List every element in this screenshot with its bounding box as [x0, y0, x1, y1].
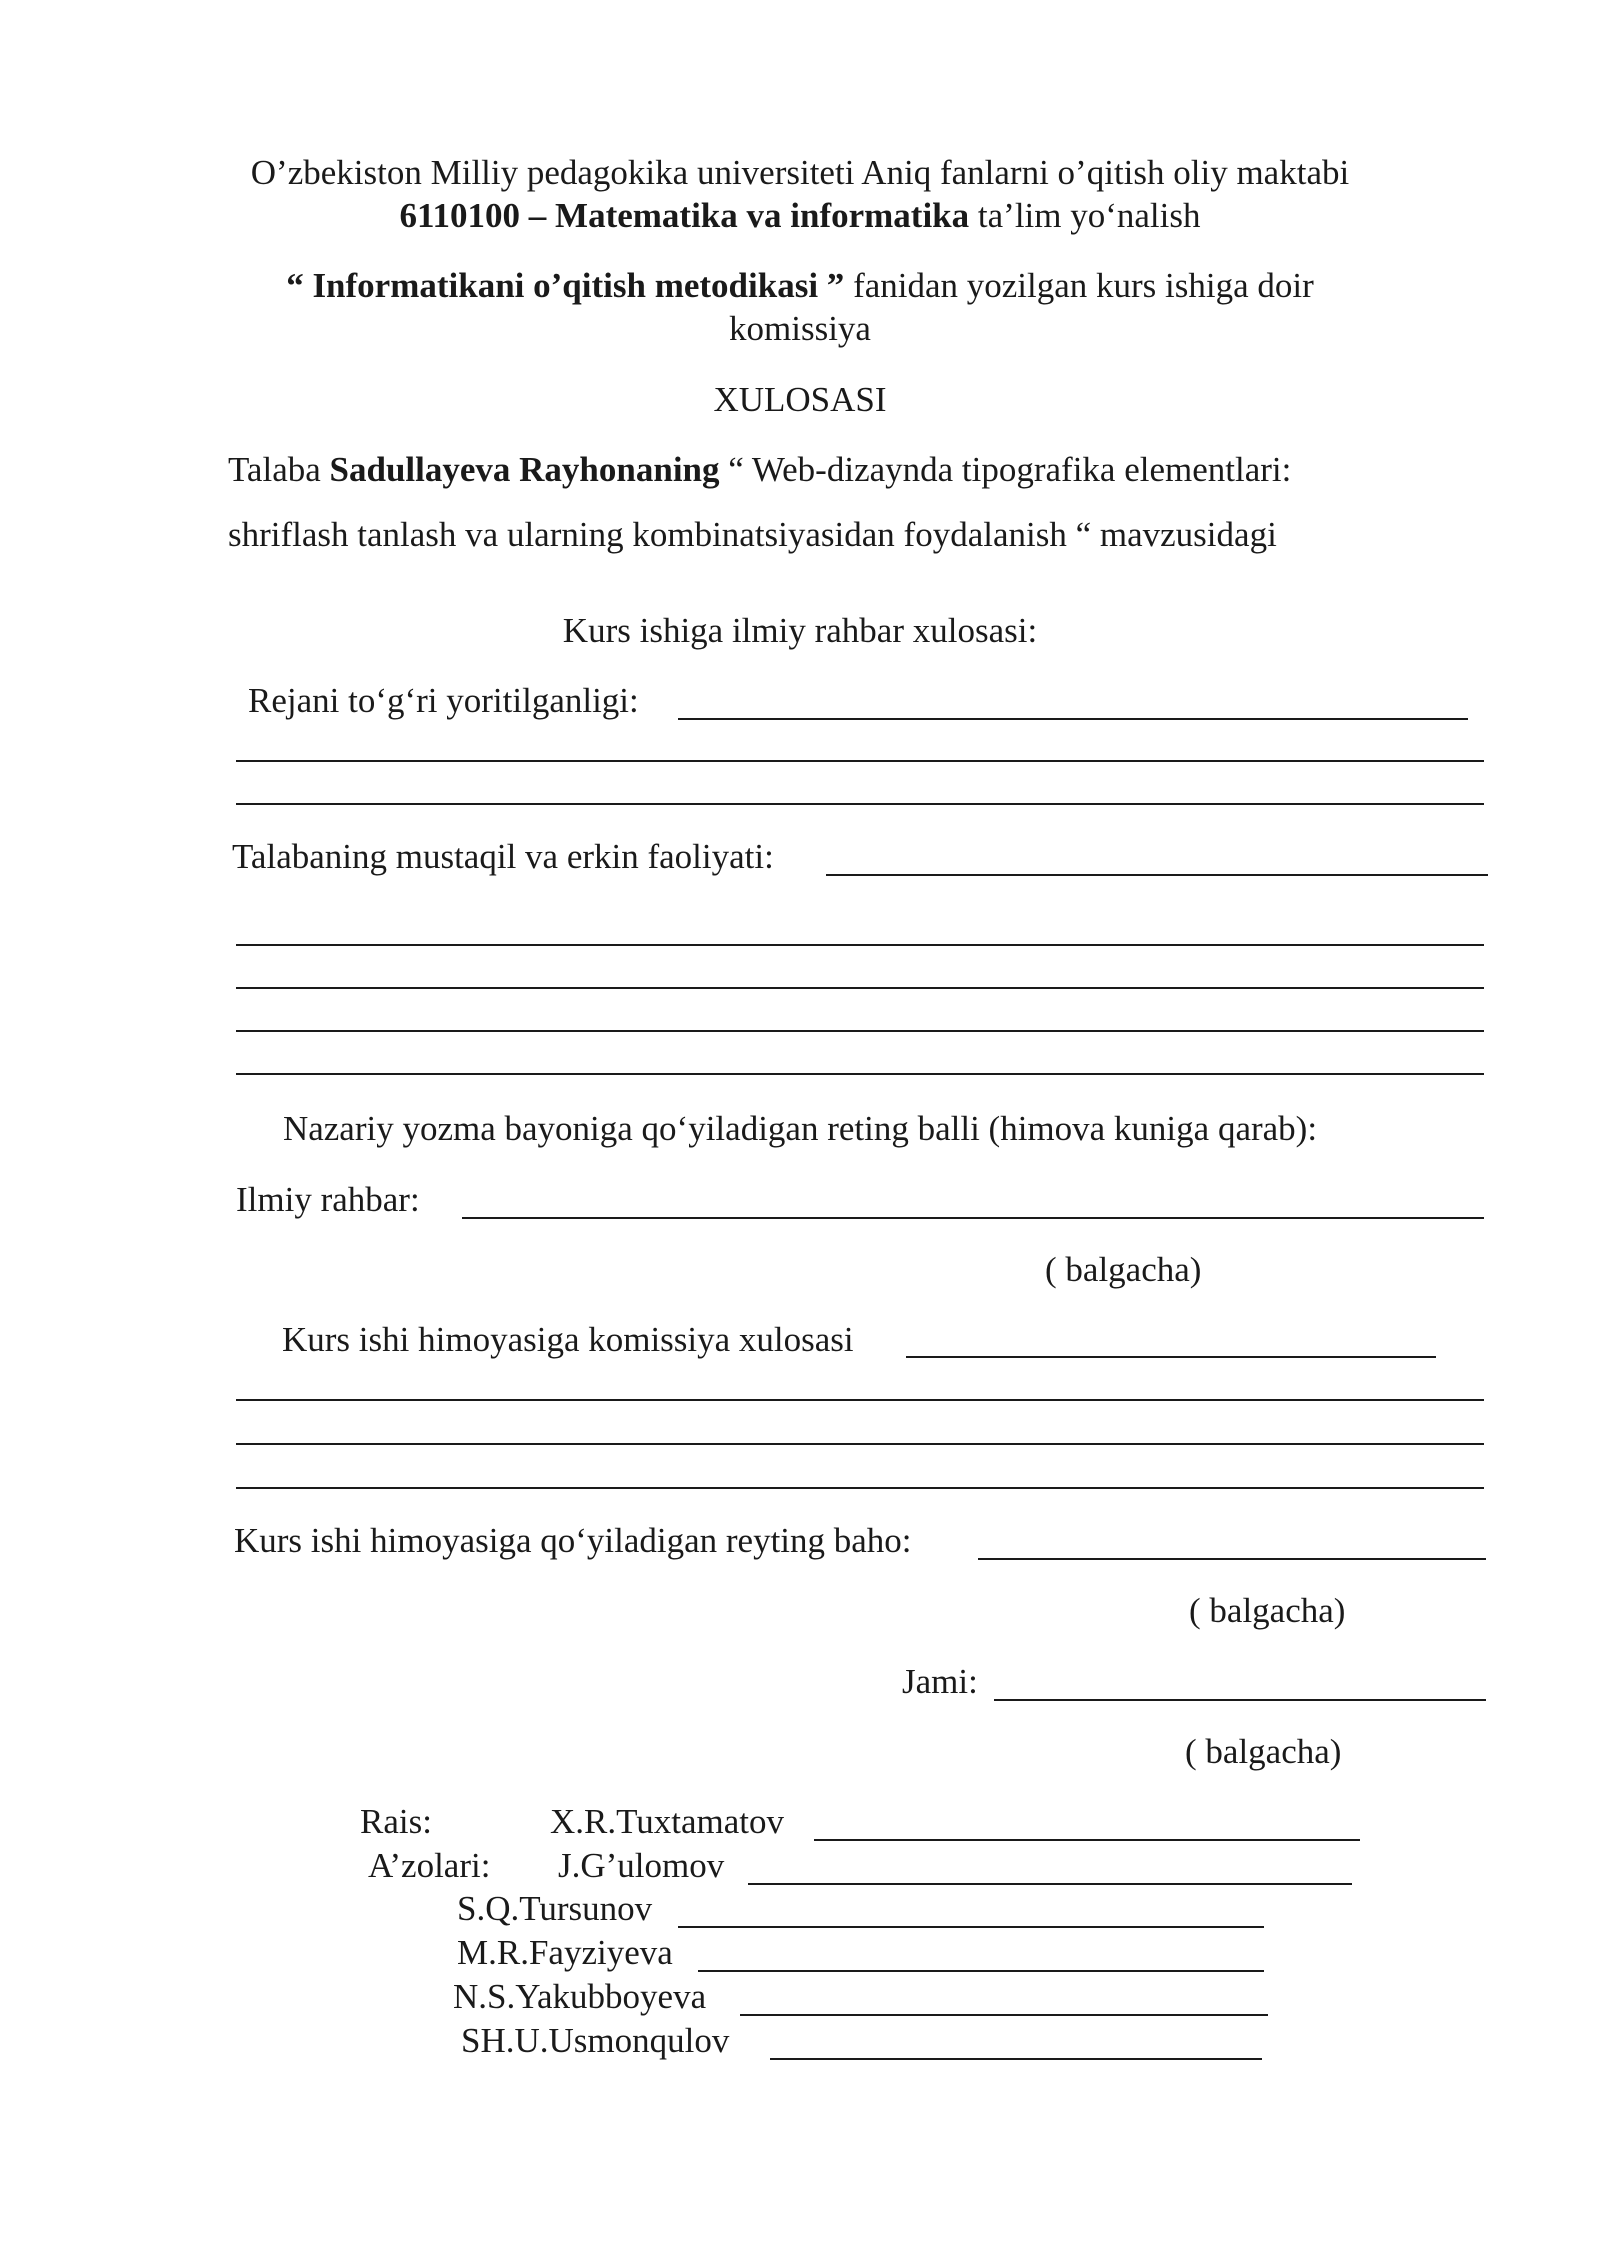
- university-line: [0, 153, 1600, 193]
- chair-name: X.R.Tuxtamatov: [550, 1802, 785, 1841]
- plan-label: Rejani to‘g‘ri yoritilganligi:: [248, 681, 639, 720]
- rating-heading: Nazariy yozma bayoniga qo‘yiladigan reting balli (himova kuniga qarab):: [282, 1109, 1318, 1148]
- commission-line-2[interactable]: [236, 1399, 1484, 1401]
- student-line: [228, 450, 1291, 490]
- balgacha-1: ( balgacha): [1045, 1250, 1202, 1289]
- plan-line-3[interactable]: [236, 803, 1484, 805]
- total-input-line[interactable]: [994, 1699, 1486, 1701]
- independence-input-line[interactable]: [826, 874, 1488, 876]
- topic-line-1: “ Web-dizaynda tipografika elementlari:: [719, 450, 1292, 489]
- independence-label: Talabaning mustaqil va erkin faoliyati:: [232, 837, 774, 876]
- plan-input-line[interactable]: [678, 718, 1468, 720]
- supervisor-input-line[interactable]: [462, 1217, 1484, 1219]
- member-signature-line[interactable]: [678, 1926, 1264, 1928]
- independence-line-2[interactable]: [236, 944, 1484, 946]
- student-name: Sadullayeva Rayhonaning: [329, 450, 720, 489]
- commission-input-line[interactable]: [906, 1356, 1436, 1358]
- balgacha-3: ( balgacha): [1185, 1732, 1342, 1771]
- specialty-code: 6110100 – Matematika va informatika: [399, 196, 970, 235]
- independence-line-3[interactable]: [236, 987, 1484, 989]
- member-signature-line[interactable]: [748, 1883, 1352, 1885]
- supervisor-label: Ilmiy rahbar:: [236, 1180, 420, 1219]
- commission-word: komissiya: [729, 309, 871, 348]
- member-name: M.R.Fayziyeva: [457, 1933, 673, 1972]
- subject-line-2: [0, 309, 1600, 349]
- document-title: XULOSASI: [713, 380, 887, 419]
- defense-rating-input-line[interactable]: [978, 1558, 1486, 1560]
- specialty-line: [0, 196, 1600, 236]
- member-name: N.S.Yakubboyeva: [453, 1977, 707, 2016]
- student-prefix: Talaba: [228, 450, 330, 489]
- independence-line-4[interactable]: [236, 1030, 1484, 1032]
- commission-line-4[interactable]: [236, 1487, 1484, 1489]
- chair-signature-line[interactable]: [814, 1839, 1360, 1841]
- balgacha-2: ( balgacha): [1189, 1591, 1346, 1630]
- member-name: S.Q.Tursunov: [457, 1889, 653, 1928]
- member-signature-line[interactable]: [770, 2058, 1262, 2060]
- subject-name: “ Informatikani o’qitish metodikasi ”: [286, 266, 845, 305]
- university-name: O’zbekiston Milliy pedagokika universiteti Aniq fanlarni o’qitish oliy maktabi: [250, 153, 1350, 192]
- member-signature-line[interactable]: [698, 1970, 1264, 1972]
- chair-label: Rais:: [360, 1802, 432, 1841]
- plan-line-2[interactable]: [236, 760, 1484, 762]
- member-name: J.G’ulomov: [558, 1846, 725, 1885]
- member-name: SH.U.Usmonqulov: [461, 2021, 730, 2060]
- member-signature-line[interactable]: [740, 2014, 1268, 2016]
- specialty-suffix: ta’lim yo‘nalish: [969, 196, 1201, 235]
- supervisor-heading: Kurs ishiga ilmiy rahbar xulosasi:: [562, 611, 1038, 650]
- defense-rating-label: Kurs ishi himoyasiga qo‘yiladigan reyting baho:: [234, 1521, 912, 1560]
- independence-line-5[interactable]: [236, 1073, 1484, 1075]
- members-label: A’zolari:: [368, 1846, 491, 1885]
- commission-line-3[interactable]: [236, 1443, 1484, 1445]
- commission-label: Kurs ishi himoyasiga komissiya xulosasi: [282, 1320, 854, 1359]
- subject-line: [0, 266, 1600, 306]
- total-label: Jami:: [902, 1662, 978, 1701]
- topic-line-2: shriflash tanlash va ularning kombinatsiyasidan foydalanish “ mavzusidagi: [228, 515, 1277, 554]
- subject-suffix: fanidan yozilgan kurs ishiga doir: [844, 266, 1314, 305]
